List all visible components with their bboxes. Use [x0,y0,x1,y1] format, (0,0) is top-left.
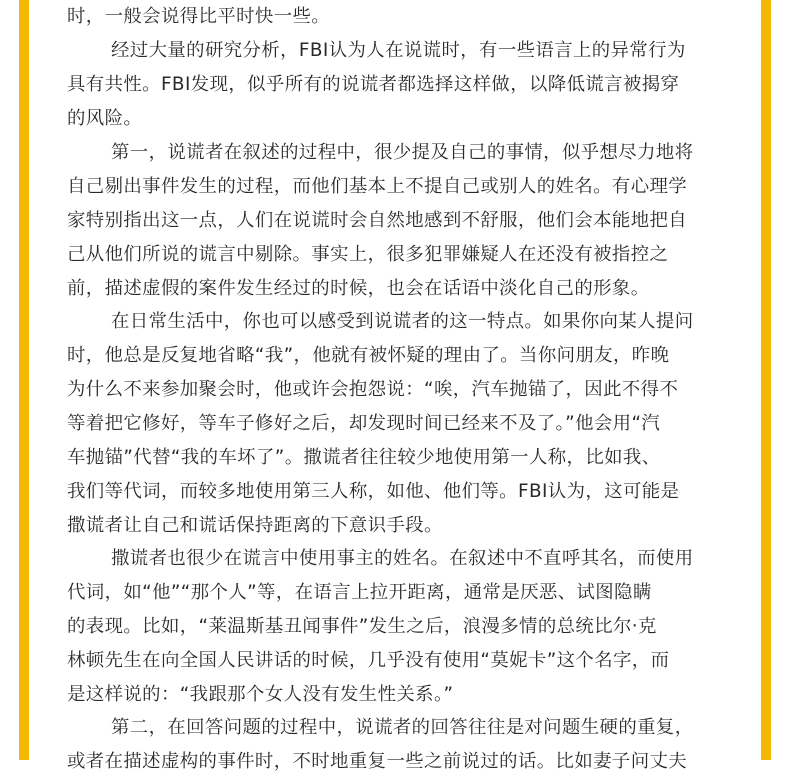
text-line: 家特别指出这一点，人们在说谎时会自然地感到不舒服，他们会本能地把自 [67,210,688,231]
text-line: 时，一般会说得比平时快一些。 [67,6,331,27]
text-line: 代词，如“他”“那个人”等，在语言上拉开距离，通常是厌恶、试图隐瞒 [67,582,652,603]
text-line: 是这样说的：“我跟那个女人没有发生性关系。” [67,684,454,705]
text-line: 己从他们所说的谎言中剔除。事实上，很多犯罪嫌疑人在还没有被指控之 [67,244,669,265]
text-line: 为什么不来参加聚会时，他或许会抱怨说：“唉，汽车抛锚了，因此不得不 [67,379,679,400]
text-line: 林顿先生在向全国人民讲话的时候，几乎没有使用“莫妮卡”这个名字，而 [67,650,670,671]
text-line: 自己剔出事件发生的过程，而他们基本上不提自己或别人的姓名。有心理学 [67,176,688,197]
text-line: 前，描述虚假的案件发生经过的时候，也会在话语中淡化自己的形象。 [67,278,650,299]
text-line: 第二，在回答问题的过程中，说谎者的回答往往是对问题生硬的重复， [111,717,694,738]
right-border-stripe [761,0,771,760]
text-line: 等着把它修好，等车子修好之后，却发现时间已经来不及了。”他会用“汽 [67,413,661,434]
text-line: 时，他总是反复地省略“我”，他就有被怀疑的理由了。当你问朋友，昨晚 [67,345,670,366]
text-line: 在日常生活中，你也可以感受到说谎者的这一特点。如果你向某人提问 [111,311,694,332]
text-line: 或者在描述虚构的事件时，不时地重复一些之前说过的话。比如妻子问丈夫 [67,751,688,772]
left-border-stripe [19,0,29,760]
text-line: 我们等代词，而较多地使用第三人称，如他、他们等。FBI认为，这可能是 [67,481,680,502]
text-line: 撒谎者也很少在谎言中使用事主的姓名。在叙述中不直呼其名，而使用 [111,548,694,569]
text-line: 撒谎者让自己和谎话保持距离的下意识手段。 [67,515,443,536]
text-line: 的风险。 [67,108,143,129]
text-line: 的表现。比如，“莱温斯基丑闻事件”发生之后，浪漫多情的总统比尔·克 [67,616,657,637]
text-line: 具有共性。FBI发现，似乎所有的说谎者都选择这样做，以降低谎言被揭穿 [67,74,680,95]
text-line: 经过大量的研究分析，FBI认为人在说谎时，有一些语言上的异常行为 [111,40,686,61]
text-line: 第一，说谎者在叙述的过程中，很少提及自己的事情，似乎想尽力地将 [111,142,694,163]
text-line: 车抛锚”代替“我的车坏了”。撒谎者往往较少地使用第一人称，比如我、 [67,447,661,468]
